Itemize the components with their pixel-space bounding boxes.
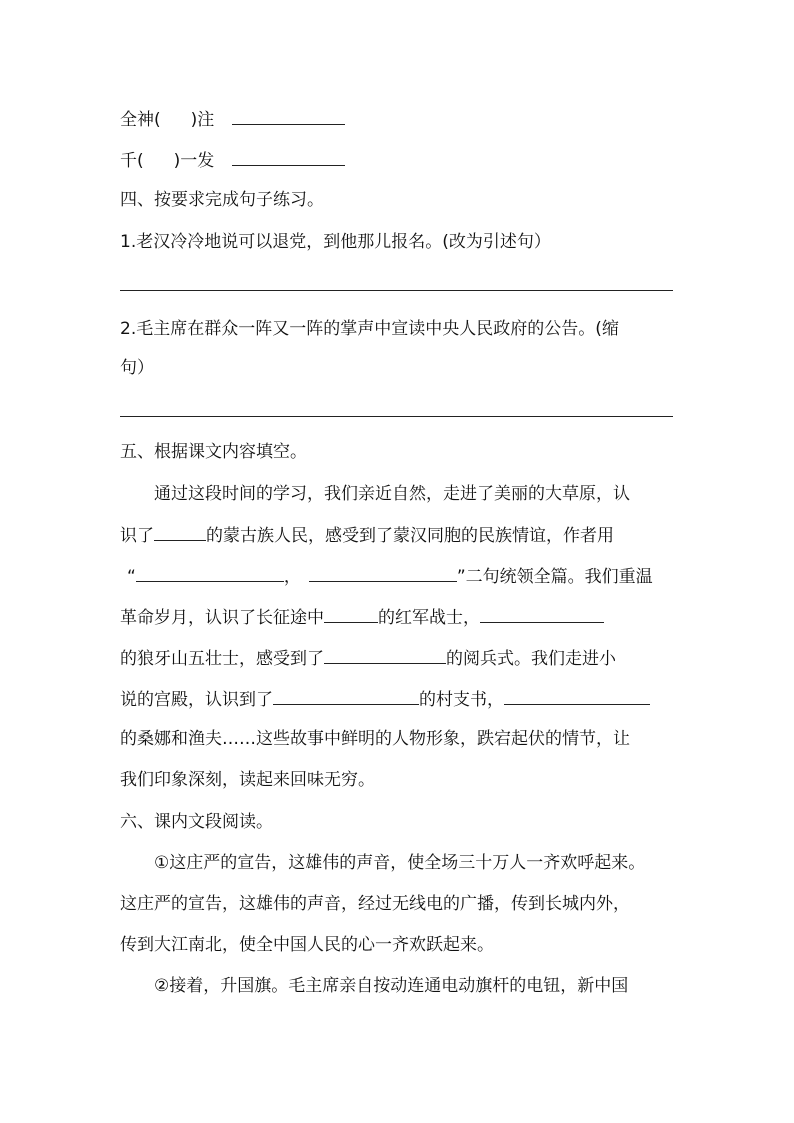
section-5-line-3: “ ， ”二句统领全篇。我们重温 (127, 563, 653, 589)
section-4-heading: 四、按要求完成句子练习。 (120, 190, 324, 210)
section-5-line-5: 的狼牙山五壮士，感受到了 的阅兵式。我们走进小 (120, 645, 616, 671)
section-6-paragraph-1-line-3: 传到大江南北，使全中国人民的心一齐欢跃起来。 (120, 935, 494, 955)
idiom-item-1 (120, 106, 345, 132)
blank-langya-heroes[interactable] (480, 604, 604, 623)
section-5-line-6: 说的宫殿，认识到了 的村支书， (120, 686, 650, 712)
section-5-line-7: 的桑娜和渔夫……这些故事中鲜明的人物形象，跌宕起伏的情节，让 (120, 729, 630, 749)
section-5-line-8: 我们印象深刻，读起来回味无穷。 (120, 770, 375, 790)
question-2-answer-line[interactable] (120, 416, 673, 417)
section-4-question-1: 1.老汉冷冷地说可以退党，到他那儿报名。(改为引述句） (120, 232, 551, 252)
blank-parade[interactable] (324, 645, 446, 664)
blank-village-secretary[interactable] (273, 686, 419, 705)
question-1-answer-line[interactable] (120, 290, 673, 291)
idiom-2-after: )一发 (173, 151, 215, 171)
section-4-question-2-line-1: 2.毛主席在群众一阵又一阵的掌声中宣读中央人民政府的公告。(缩 (120, 319, 619, 339)
section-5-line-2: 识了 的蒙古族人民，感受到了蒙汉同胞的民族情谊，作者用 (120, 522, 614, 548)
section-5-heading: 五、根据课文内容填空。 (120, 442, 307, 462)
idiom-1-before: 全神( (120, 110, 161, 130)
idiom-2-answer-blank[interactable] (232, 147, 345, 166)
blank-sangna[interactable] (504, 686, 650, 705)
section-6-paragraph-1-line-2: 这庄严的宣告，这雄伟的声音，经过无线电的广播，传到长城内外， (120, 894, 630, 914)
section-6-paragraph-1-line-1: ①这庄严的宣告，这雄伟的声音，使全场三十万人一齐欢呼起来。 (154, 853, 646, 873)
idiom-item-2 (120, 147, 345, 173)
blank-mongolian-people[interactable] (154, 522, 206, 541)
section-5-line-4: 革命岁月，认识了长征途中 的红军战士， (120, 604, 604, 630)
section-4-question-2-line-2: 句） (120, 358, 154, 378)
idiom-2-before: 千( (120, 151, 144, 171)
idiom-1-after: )注 (190, 110, 215, 130)
idiom-1-answer-blank[interactable] (232, 106, 345, 125)
section-5-line-1: 通过这段时间的学习，我们亲近自然，走进了美丽的大草原，认 (154, 484, 630, 504)
blank-quote-2[interactable] (309, 563, 457, 582)
blank-quote-1[interactable] (136, 563, 284, 582)
section-6-paragraph-2-line-1: ②接着，升国旗。毛主席亲自按动连通电动旗杆的电钮，新中国 (154, 976, 629, 996)
blank-red-army[interactable] (324, 604, 378, 623)
section-6-heading: 六、课内文段阅读。 (120, 812, 273, 832)
